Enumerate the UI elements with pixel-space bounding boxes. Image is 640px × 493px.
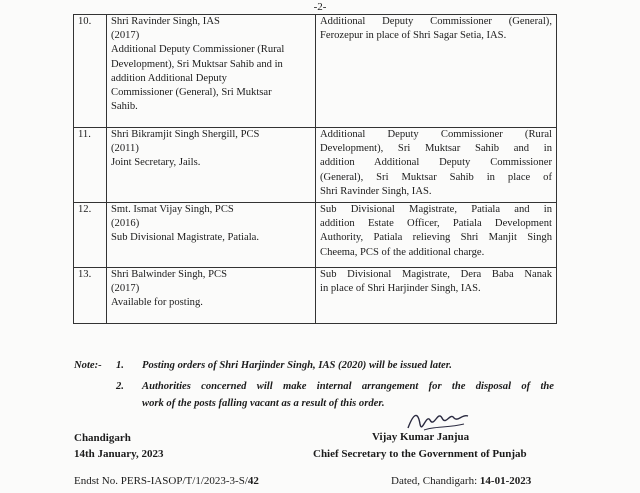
posting-line: Additional Deputy Commissioner (General), xyxy=(320,16,552,27)
endorsement-number xyxy=(74,475,259,487)
posting-line: Cheema, PCS of the additional charge. xyxy=(320,246,485,258)
officer-line: Shri Balwinder Singh, PCS xyxy=(111,269,227,280)
note-text: Authorities concerned will make internal arrangement for the disposal of the xyxy=(142,381,554,392)
serial-number: 13. xyxy=(78,269,92,280)
officer-line: addition Additional Deputy xyxy=(111,72,227,84)
notes-section xyxy=(74,357,554,412)
posting-line: addition Additional Deputy Commissioner xyxy=(320,157,552,169)
endst-number: PERS-IASOP/T/1/2023-3-S/ xyxy=(120,475,248,487)
posting-line: addition Estate Officer, Patiala Development xyxy=(320,218,552,230)
officer-line: (2017) xyxy=(111,283,140,295)
serial-number-cell xyxy=(74,15,107,128)
signer-designation: Chief Secretary to the Government of Punjab xyxy=(313,448,527,460)
dated-label: Dated, Chandigarh: xyxy=(391,475,480,487)
officer-line: Commissioner (General), Sri Muktsar xyxy=(111,87,272,99)
table-row xyxy=(74,203,557,268)
signer-name: Vijay Kumar Janjua xyxy=(372,431,470,443)
posting-line: Authority, Patiala relieving Shri Manjit Singh xyxy=(320,232,552,244)
officer-line: Sub Divisional Magistrate, Patiala. xyxy=(111,232,259,244)
note-label: Note:- xyxy=(74,360,102,371)
endorsement-date xyxy=(391,475,531,487)
officer-line: Available for posting. xyxy=(111,297,203,309)
note-1 xyxy=(74,357,554,374)
table-row xyxy=(74,15,557,128)
table-row xyxy=(74,128,557,203)
endst-label: Endst No. xyxy=(74,475,121,487)
note-2 xyxy=(74,378,554,412)
officer-line: Joint Secretary, Jails. xyxy=(111,157,201,169)
serial-number: 11. xyxy=(78,129,91,140)
officer-line: (2011) xyxy=(111,143,139,155)
posting-line: in place of Shri Harjinder Singh, IAS. xyxy=(320,283,481,295)
officer-line: Shri Bikramjit Singh Shergill, PCS xyxy=(111,129,260,140)
posting-line: (General), Sri Muktsar Sahib in place of xyxy=(320,171,552,183)
posting-cell xyxy=(316,128,557,203)
issue-place: Chandigarh xyxy=(74,432,131,444)
posting-line: Ferozepur in place of Shri Sagar Setia, IAS. xyxy=(320,30,507,42)
officer-line: Shri Ravinder Singh, IAS xyxy=(111,16,220,27)
note-text: Posting orders of Shri Harjinder Singh, IAS (2020) will be issued later. xyxy=(142,360,452,371)
table-row xyxy=(74,268,557,324)
officer-line: Smt. Ismat Vijay Singh, PCS xyxy=(111,204,234,215)
note-text: work of the posts falling vacant as a result of this order. xyxy=(142,398,385,409)
endst-suffix: 42 xyxy=(247,475,259,487)
officer-cell xyxy=(107,15,316,128)
posting-cell xyxy=(316,203,557,268)
posting-cell xyxy=(316,268,557,324)
serial-number: 12. xyxy=(78,204,92,215)
officer-line: Additional Deputy Commissioner (Rural xyxy=(111,44,285,56)
page-number: -2- xyxy=(313,1,327,13)
officer-line: Sahib. xyxy=(111,101,138,113)
officer-line: Development), Sri Muktsar Sahib and in xyxy=(111,58,283,70)
posting-cell xyxy=(316,15,557,128)
officer-line: (2017) xyxy=(111,30,140,42)
officer-cell xyxy=(107,268,316,324)
note-number: 1. xyxy=(116,360,124,371)
officer-line: (2016) xyxy=(111,218,140,230)
officer-cell xyxy=(107,203,316,268)
serial-number-cell xyxy=(74,203,107,268)
posting-line: Development), Sri Muktsar Sahib and in xyxy=(320,143,552,155)
dated-value: 14-01-2023 xyxy=(479,475,532,487)
note-number: 2. xyxy=(116,381,124,392)
officer-cell xyxy=(107,128,316,203)
posting-line: Additional Deputy Commissioner (Rural xyxy=(320,129,552,140)
postings-table xyxy=(73,14,557,324)
issue-date: 14th January, 2023 xyxy=(74,448,164,460)
posting-line: Sub Divisional Magistrate, Dera Baba Nanak xyxy=(320,269,552,280)
serial-number-cell xyxy=(74,268,107,324)
posting-line: Shri Ravinder Singh, IAS. xyxy=(320,185,432,197)
posting-line: Sub Divisional Magistrate, Patiala and in xyxy=(320,204,552,215)
serial-number: 10. xyxy=(78,16,92,27)
serial-number-cell xyxy=(74,128,107,203)
